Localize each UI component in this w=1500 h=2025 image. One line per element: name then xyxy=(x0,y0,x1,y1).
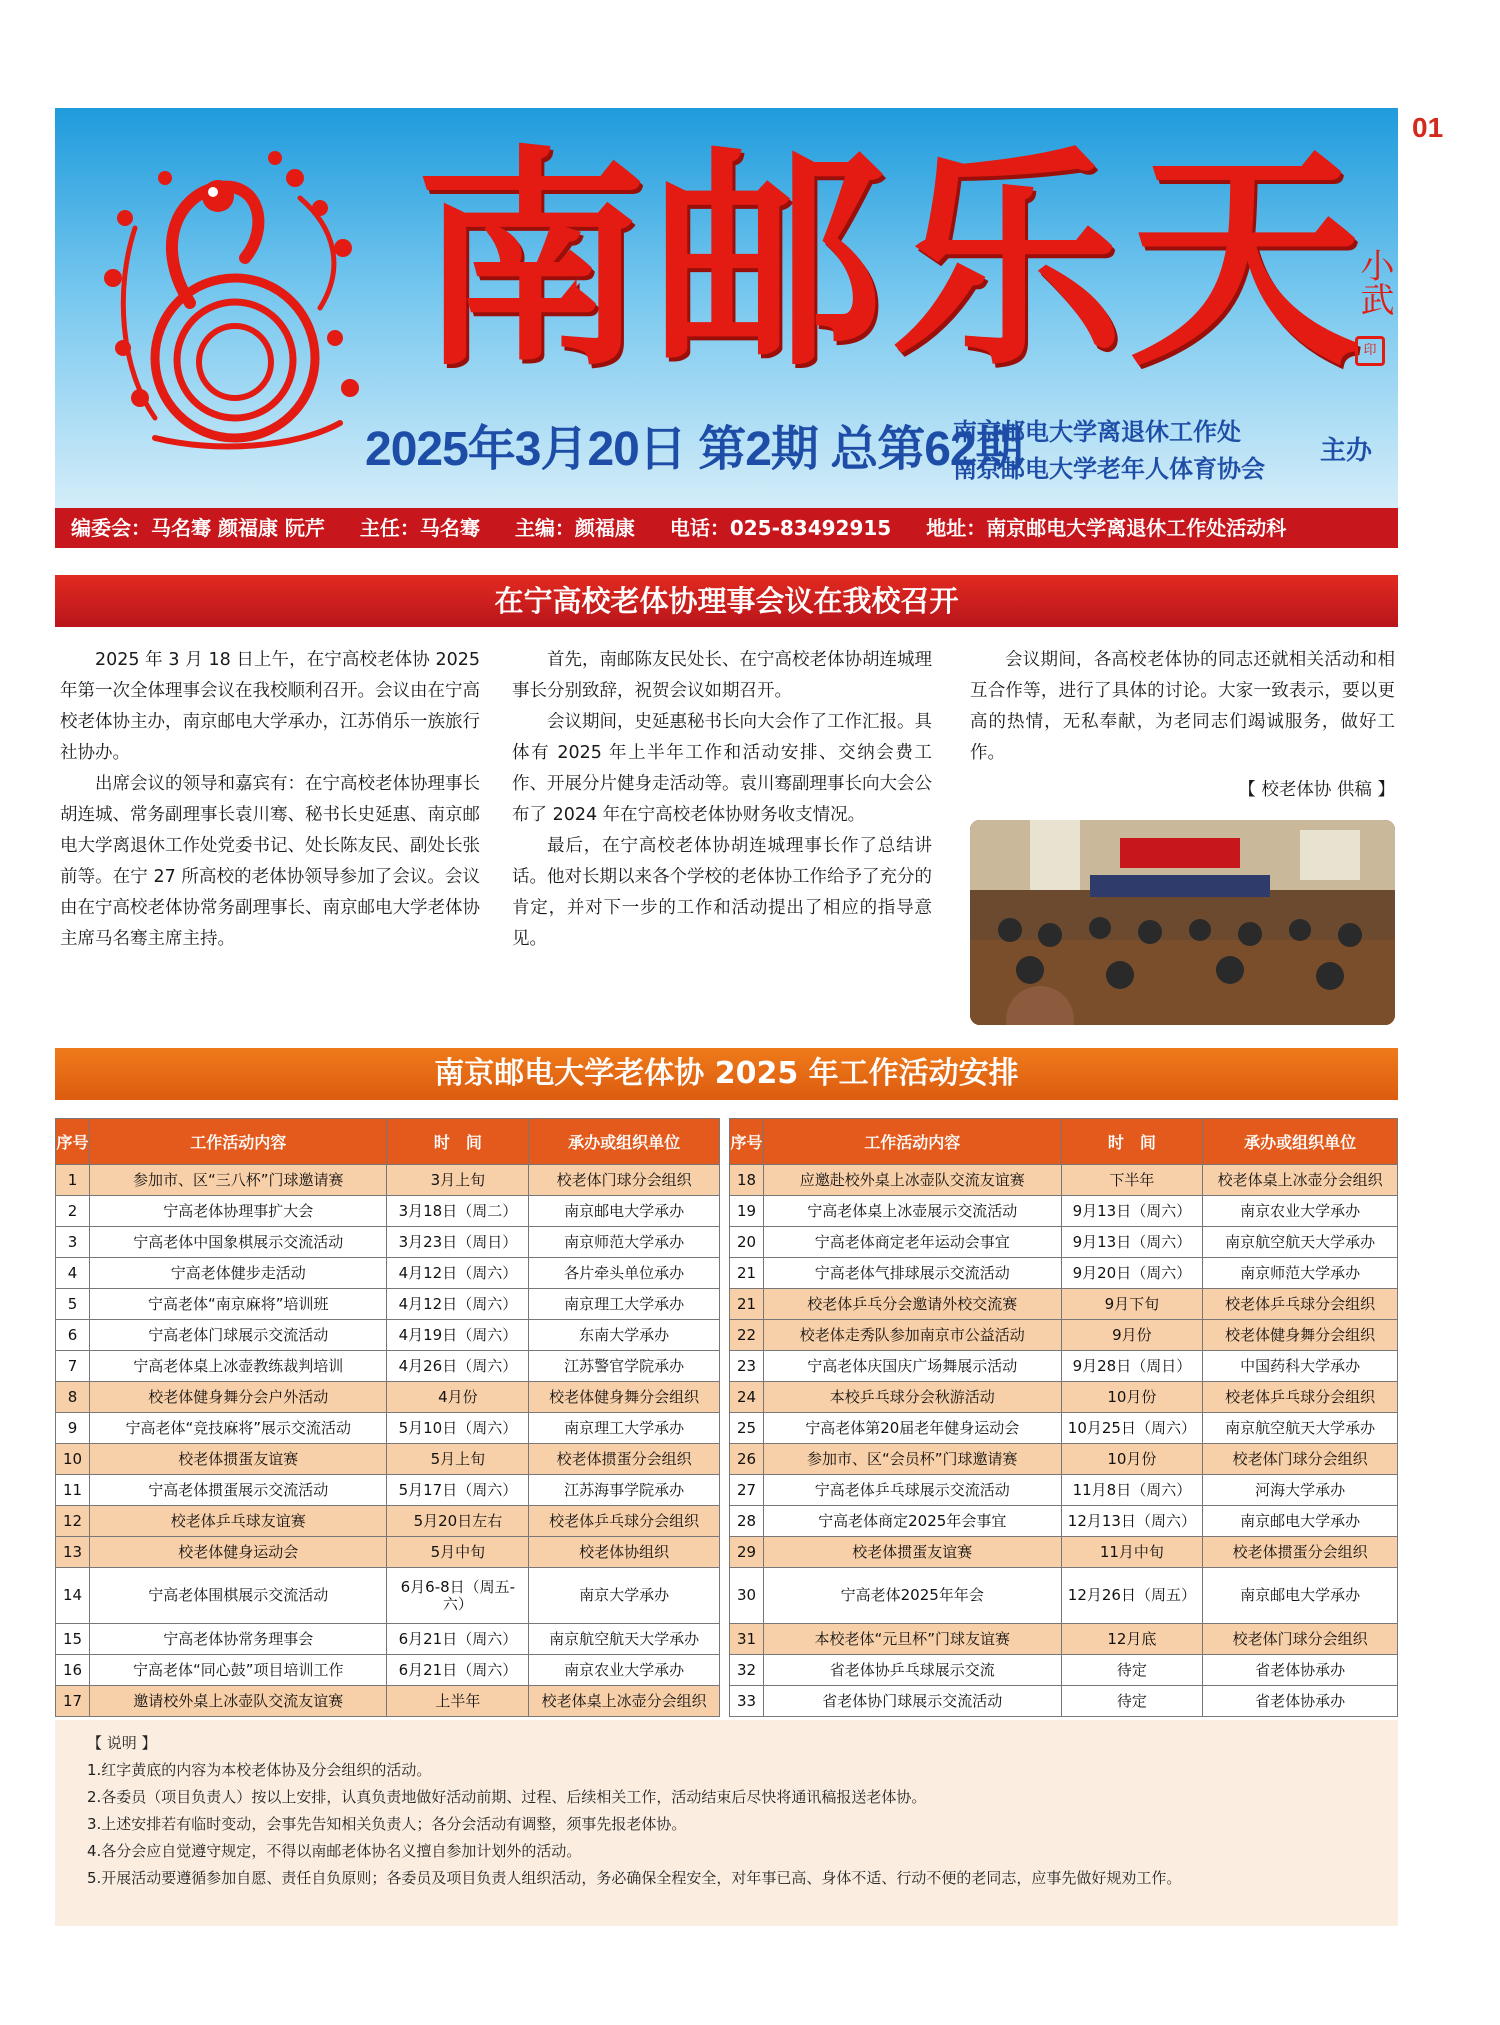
schedule-cell-no: 3 xyxy=(56,1227,90,1258)
schedule-row xyxy=(730,1444,1398,1475)
schedule-cell-time: 3月18日（周二） xyxy=(387,1196,529,1227)
schedule-row xyxy=(56,1258,720,1289)
title-char-1: 南 xyxy=(415,124,648,397)
schedule-cell-item: 宁高老体健步走活动 xyxy=(89,1258,387,1289)
schedule-table-left xyxy=(55,1118,720,1717)
article-column-1 xyxy=(60,645,480,955)
schedule-cell-no: 25 xyxy=(730,1413,764,1444)
schedule-cell-org: 江苏警官学院承办 xyxy=(529,1351,720,1382)
schedule-cell-org: 校老体乒乓球分会组织 xyxy=(1203,1289,1398,1320)
schedule-cell-time: 待定 xyxy=(1061,1655,1203,1686)
schedule-cell-item: 宁高老体“南京麻将”培训班 xyxy=(89,1289,387,1320)
schedule-cell-item: 宁高老体门球展示交流活动 xyxy=(89,1320,387,1351)
schedule-cell-item: 校老体乒乓分会邀请外校交流赛 xyxy=(763,1289,1061,1320)
schedule-cell-item: 宁高老体商定老年运动会事宜 xyxy=(763,1227,1061,1258)
page-number: 01 xyxy=(1412,112,1444,143)
schedule-cell-item: 校老体健身舞分会户外活动 xyxy=(89,1382,387,1413)
schedule-cell-no: 32 xyxy=(730,1655,764,1686)
schedule-cell-time: 10月份 xyxy=(1061,1444,1203,1475)
header-time: 时 间 xyxy=(1061,1119,1203,1165)
schedule-row xyxy=(730,1289,1398,1320)
schedule-row xyxy=(56,1227,720,1258)
schedule-cell-time: 9月20日（周六） xyxy=(1061,1258,1203,1289)
title-char-4: 天 xyxy=(1129,124,1362,397)
phone: 电话：025-83492915 xyxy=(669,516,892,540)
schedule-cell-time: 5月上旬 xyxy=(387,1444,529,1475)
director: 主任：马名骞 xyxy=(359,516,480,540)
schedule-cell-item: 校老体乒乓球友谊赛 xyxy=(89,1506,387,1537)
header-organizer: 承办或组织单位 xyxy=(529,1119,720,1165)
masthead xyxy=(55,108,1398,508)
article-paragraph: 会议期间，史延惠秘书长向大会作了工作汇报。具体有 2025 年上半年工作和活动安排、交纳会费工作、开展分片健身走活动等。袁川骞副理事长向大会公布了 2024 年在宁高校老体协财务收支情况。 xyxy=(512,712,932,825)
notes-box xyxy=(55,1720,1398,1926)
schedule-cell-org: 校老体门球分会组织 xyxy=(1203,1624,1398,1655)
schedule-cell-no: 11 xyxy=(56,1475,90,1506)
schedule-cell-item: 宁高老体协常务理事会 xyxy=(89,1624,387,1655)
seal-stamp-icon: 印 xyxy=(1355,336,1385,366)
schedule-cell-no: 2 xyxy=(56,1196,90,1227)
schedule-cell-no: 26 xyxy=(730,1444,764,1475)
header-time: 时 间 xyxy=(387,1119,529,1165)
schedule-cell-no: 7 xyxy=(56,1351,90,1382)
schedule-cell-org: 省老体协承办 xyxy=(1203,1686,1398,1717)
schedule-cell-time: 12月13日（周六） xyxy=(1061,1506,1203,1537)
editorial-committee: 编委会：马名骞 颜福康 阮芹 xyxy=(71,516,325,540)
article-paragraph: 首先，南邮陈友民处长、在宁高校老体协胡连城理事长分别致辞，祝贺会议如期召开。 xyxy=(512,650,932,701)
schedule-cell-item: 校老体掼蛋友谊赛 xyxy=(763,1537,1061,1568)
schedule-cell-time: 12月底 xyxy=(1061,1624,1203,1655)
schedule-cell-org: 河海大学承办 xyxy=(1203,1475,1398,1506)
schedule-row xyxy=(730,1475,1398,1506)
schedule-row xyxy=(730,1568,1398,1624)
schedule-cell-no: 14 xyxy=(56,1568,90,1624)
schedule-cell-org: 南京航空航天大学承办 xyxy=(1203,1413,1398,1444)
schedule-cell-time: 4月12日（周六） xyxy=(387,1289,529,1320)
schedule-cell-time: 待定 xyxy=(1061,1686,1203,1717)
article-column-2 xyxy=(512,645,932,955)
schedule-row xyxy=(56,1413,720,1444)
header-number: 序号 xyxy=(56,1119,90,1165)
schedule-table-right xyxy=(729,1118,1398,1717)
note-line: 3.上述安排若有临时变动，会事先告知相关负责人；各分会活动有调整，须事先报老体协。 xyxy=(87,1815,687,1833)
schedule-cell-time: 10月25日（周六） xyxy=(1061,1413,1203,1444)
sponsors xyxy=(953,414,1265,488)
schedule-cell-org: 校老体门球分会组织 xyxy=(1203,1444,1398,1475)
schedule-row xyxy=(730,1320,1398,1351)
schedule-cell-org: 中国药科大学承办 xyxy=(1203,1351,1398,1382)
schedule-cell-item: 参加市、区“三八杯”门球邀请赛 xyxy=(89,1165,387,1196)
schedule-cell-org: 南京农业大学承办 xyxy=(529,1655,720,1686)
article-paragraph: 最后，在宁高校老体协胡连城理事长作了总结讲话。他对长期以来各个学校的老体协工作给予了充分的肯定，并对下一步的工作和活动提出了相应的指导意见。 xyxy=(512,836,932,949)
schedule-row xyxy=(56,1320,720,1351)
schedule-cell-time: 4月19日（周六） xyxy=(387,1320,529,1351)
schedule-cell-time: 11月中旬 xyxy=(1061,1537,1203,1568)
notes-title: 【 说明 】 xyxy=(87,1734,157,1752)
schedule-cell-org: 校老体掼蛋分会组织 xyxy=(529,1444,720,1475)
article-column-3 xyxy=(970,645,1395,806)
schedule-cell-no: 1 xyxy=(56,1165,90,1196)
schedule-row xyxy=(730,1196,1398,1227)
schedule-cell-item: 本校老体“元旦杯”门球友谊赛 xyxy=(763,1624,1061,1655)
schedule-cell-no: 30 xyxy=(730,1568,764,1624)
schedule-cell-item: 宁高老体中国象棋展示交流活动 xyxy=(89,1227,387,1258)
schedule-cell-no: 5 xyxy=(56,1289,90,1320)
schedule-cell-time: 9月13日（周六） xyxy=(1061,1227,1203,1258)
note-line: 4.各分会应自觉遵守规定，不得以南邮老体协名义擅自参加计划外的活动。 xyxy=(87,1842,582,1860)
schedule-cell-org: 校老体桌上冰壶分会组织 xyxy=(529,1686,720,1717)
schedule-row xyxy=(730,1258,1398,1289)
schedule-cell-time: 6月21日（周六） xyxy=(387,1624,529,1655)
schedule-cell-time: 3月上旬 xyxy=(387,1165,529,1196)
schedule-cell-org: 校老体门球分会组织 xyxy=(529,1165,720,1196)
schedule-cell-no: 16 xyxy=(56,1655,90,1686)
schedule-row xyxy=(56,1624,720,1655)
article-headline: 在宁高校老体协理事会议在我校召开 xyxy=(55,575,1398,627)
schedule-cell-no: 15 xyxy=(56,1624,90,1655)
schedule-cell-no: 27 xyxy=(730,1475,764,1506)
article-credit: 【 校老体协 供稿 】 xyxy=(1238,780,1395,800)
issue-line: 2025年3月20日 第2期 总第62期 xyxy=(365,423,1023,476)
sponsor-suffix: 主办 xyxy=(1320,436,1373,466)
schedule-cell-no: 20 xyxy=(730,1227,764,1258)
schedule-cell-no: 13 xyxy=(56,1537,90,1568)
schedule-row xyxy=(56,1351,720,1382)
calligraphy-signature: 小武 xyxy=(1354,248,1394,316)
schedule-cell-no: 10 xyxy=(56,1444,90,1475)
schedule-cell-time: 11月8日（周六） xyxy=(1061,1475,1203,1506)
schedule-cell-no: 33 xyxy=(730,1686,764,1717)
schedule-cell-time: 5月20日左右 xyxy=(387,1506,529,1537)
schedule-row xyxy=(730,1351,1398,1382)
schedule-row xyxy=(730,1655,1398,1686)
schedule-cell-org: 南京航空航天大学承办 xyxy=(529,1624,720,1655)
schedule-cell-item: 宁高老体桌上冰壶展示交流活动 xyxy=(763,1196,1061,1227)
schedule-cell-no: 18 xyxy=(730,1165,764,1196)
schedule-row xyxy=(730,1227,1398,1258)
schedule-cell-item: 校老体掼蛋友谊赛 xyxy=(89,1444,387,1475)
schedule-cell-item: 宁高老体桌上冰壶教练裁判培训 xyxy=(89,1351,387,1382)
schedule-cell-time: 5月10日（周六） xyxy=(387,1413,529,1444)
schedule-cell-org: 江苏海事学院承办 xyxy=(529,1475,720,1506)
header-activity: 工作活动内容 xyxy=(763,1119,1061,1165)
schedule-cell-org: 南京邮电大学承办 xyxy=(1203,1568,1398,1624)
schedule-cell-no: 21 xyxy=(730,1258,764,1289)
schedule-cell-no: 29 xyxy=(730,1537,764,1568)
address: 地址：南京邮电大学离退休工作处活动科 xyxy=(926,516,1287,540)
snake-papercut-icon xyxy=(95,138,375,458)
schedule-cell-org: 校老体桌上冰壶分会组织 xyxy=(1203,1165,1398,1196)
schedule-cell-time: 9月13日（周六） xyxy=(1061,1196,1203,1227)
meeting-photo xyxy=(970,820,1395,1025)
schedule-cell-item: 宁高老体协理事扩大会 xyxy=(89,1196,387,1227)
schedule-cell-time: 3月23日（周日） xyxy=(387,1227,529,1258)
schedule-row xyxy=(730,1413,1398,1444)
schedule-cell-org: 校老体协组织 xyxy=(529,1537,720,1568)
schedule-row xyxy=(56,1655,720,1686)
schedule-cell-org: 南京师范大学承办 xyxy=(1203,1258,1398,1289)
schedule-row xyxy=(56,1196,720,1227)
schedule-cell-time: 9月下旬 xyxy=(1061,1289,1203,1320)
schedule-cell-item: 本校乒乓球分会秋游活动 xyxy=(763,1382,1061,1413)
schedule-cell-no: 21 xyxy=(730,1289,764,1320)
sponsor-1: 南京邮电大学离退休工作处 xyxy=(953,418,1241,446)
schedule-cell-item: 邀请校外桌上冰壶队交流友谊赛 xyxy=(89,1686,387,1717)
schedule-cell-time: 9月份 xyxy=(1061,1320,1203,1351)
chief-editor: 主编：颜福康 xyxy=(514,516,635,540)
masthead-title xyxy=(415,116,1361,406)
schedule-cell-no: 8 xyxy=(56,1382,90,1413)
schedule-cell-time: 4月份 xyxy=(387,1382,529,1413)
schedule-cell-org: 各片牵头单位承办 xyxy=(529,1258,720,1289)
schedule-cell-no: 22 xyxy=(730,1320,764,1351)
header-activity: 工作活动内容 xyxy=(89,1119,387,1165)
schedule-cell-org: 校老体乒乓球分会组织 xyxy=(1203,1382,1398,1413)
title-char-3: 乐 xyxy=(891,124,1124,397)
schedule-cell-item: 宁高老体围棋展示交流活动 xyxy=(89,1568,387,1624)
schedule-cell-org: 南京理工大学承办 xyxy=(529,1289,720,1320)
schedule-cell-item: 宁高老体商定2025年会事宜 xyxy=(763,1506,1061,1537)
schedule-row xyxy=(730,1624,1398,1655)
schedule-cell-no: 31 xyxy=(730,1624,764,1655)
schedule-row xyxy=(56,1475,720,1506)
sponsor-2: 南京邮电大学老年人体育协会 xyxy=(953,455,1265,483)
schedule-row xyxy=(56,1382,720,1413)
meeting-photo-illustration xyxy=(970,820,1395,1025)
schedule-cell-time: 4月26日（周六） xyxy=(387,1351,529,1382)
schedule-cell-org: 南京大学承办 xyxy=(529,1568,720,1624)
schedule-cell-item: 省老体协门球展示交流活动 xyxy=(763,1686,1061,1717)
schedule-cell-item: 宁高老体“竞技麻将”展示交流活动 xyxy=(89,1413,387,1444)
schedule-cell-no: 28 xyxy=(730,1506,764,1537)
schedule-row xyxy=(56,1165,720,1196)
schedule-cell-item: 省老体协乒乓球展示交流 xyxy=(763,1655,1061,1686)
schedule-cell-time: 12月26日（周五） xyxy=(1061,1568,1203,1624)
schedule-cell-no: 23 xyxy=(730,1351,764,1382)
schedule-row xyxy=(730,1506,1398,1537)
editorial-info-bar xyxy=(55,508,1398,548)
schedule-cell-org: 南京邮电大学承办 xyxy=(1203,1506,1398,1537)
schedule-cell-org: 省老体协承办 xyxy=(1203,1655,1398,1686)
schedule-row xyxy=(56,1289,720,1320)
schedule-cell-org: 南京农业大学承办 xyxy=(1203,1196,1398,1227)
schedule-row xyxy=(56,1568,720,1624)
schedule-cell-item: 宁高老体掼蛋展示交流活动 xyxy=(89,1475,387,1506)
schedule-cell-no: 4 xyxy=(56,1258,90,1289)
schedule-cell-time: 10月份 xyxy=(1061,1382,1203,1413)
schedule-cell-item: 校老体走秀队参加南京市公益活动 xyxy=(763,1320,1061,1351)
schedule-cell-org: 南京理工大学承办 xyxy=(529,1413,720,1444)
schedule-cell-no: 17 xyxy=(56,1686,90,1717)
schedule-cell-no: 12 xyxy=(56,1506,90,1537)
schedule-row xyxy=(730,1537,1398,1568)
header-number: 序号 xyxy=(730,1119,764,1165)
schedule-cell-org: 东南大学承办 xyxy=(529,1320,720,1351)
schedule-cell-item: 宁高老体气排球展示交流活动 xyxy=(763,1258,1061,1289)
schedule-cell-item: 宁高老体庆国庆广场舞展示活动 xyxy=(763,1351,1061,1382)
article-paragraph: 2025 年 3 月 18 日上午，在宁高校老体协 2025 年第一次全体理事会议在我校顺利召开。会议由在宁高校老体协主办，南京邮电大学承办，江苏俏乐一族旅行社协办。 xyxy=(60,650,480,763)
schedule-row xyxy=(56,1444,720,1475)
schedule-cell-time: 9月28日（周日） xyxy=(1061,1351,1203,1382)
schedule-row xyxy=(730,1686,1398,1717)
note-line: 1.红字黄底的内容为本校老体协及分会组织的活动。 xyxy=(87,1761,432,1779)
schedule-cell-time: 4月12日（周六） xyxy=(387,1258,529,1289)
note-line: 5.开展活动要遵循参加自愿、责任自负原则；各委员及项目负责人组织活动，务必确保全程安全，对年事已高、身体不适、行动不便的老同志，应事先做好规劝工作。 xyxy=(87,1869,1182,1887)
article-paragraph: 会议期间，各高校老体协的同志还就相关活动和相互合作等，进行了具体的讨论。大家一致表示，要以更高的热情，无私奉献，为老同志们竭诚服务，做好工作。 xyxy=(970,650,1395,763)
schedule-row xyxy=(56,1506,720,1537)
schedule-cell-item: 宁高老体第20届老年健身运动会 xyxy=(763,1413,1061,1444)
header-organizer: 承办或组织单位 xyxy=(1203,1119,1398,1165)
schedule-cell-time: 6月21日（周六） xyxy=(387,1655,529,1686)
schedule-cell-org: 校老体掼蛋分会组织 xyxy=(1203,1537,1398,1568)
schedule-cell-item: 宁高老体“同心鼓”项目培训工作 xyxy=(89,1655,387,1686)
schedule-cell-no: 9 xyxy=(56,1413,90,1444)
schedule-cell-no: 19 xyxy=(730,1196,764,1227)
schedule-cell-item: 校老体健身运动会 xyxy=(89,1537,387,1568)
schedule-cell-org: 南京邮电大学承办 xyxy=(529,1196,720,1227)
schedule-cell-item: 参加市、区“会员杯”门球邀请赛 xyxy=(763,1444,1061,1475)
title-char-2: 邮 xyxy=(653,124,886,397)
schedule-cell-time: 5月17日（周六） xyxy=(387,1475,529,1506)
schedule-row xyxy=(730,1382,1398,1413)
schedule-cell-time: 上半年 xyxy=(387,1686,529,1717)
schedule-cell-item: 宁高老体乒乓球展示交流活动 xyxy=(763,1475,1061,1506)
schedule-row xyxy=(56,1686,720,1717)
schedule-cell-item: 应邀赴校外桌上冰壶队交流友谊赛 xyxy=(763,1165,1061,1196)
article-paragraph: 出席会议的领导和嘉宾有：在宁高校老体协理事长胡连城、常务副理事长袁川骞、秘书长史延惠、南京邮电大学离退休工作处党委书记、处长陈友民、副处长张前等。在宁 27 所高校的老体协领导参加了会议。会议由在宁高校老体协常务副理事长、南京邮电大学老体协主席马名骞主席主持。 xyxy=(60,774,480,949)
schedule-cell-time: 6月6-8日（周五-六） xyxy=(387,1568,529,1624)
schedule-cell-item: 宁高老体2025年年会 xyxy=(763,1568,1061,1624)
schedule-cell-no: 6 xyxy=(56,1320,90,1351)
schedule-cell-org: 南京航空航天大学承办 xyxy=(1203,1227,1398,1258)
schedule-cell-org: 校老体健身舞分会组织 xyxy=(1203,1320,1398,1351)
schedule-headline: 南京邮电大学老体协 2025 年工作活动安排 xyxy=(55,1048,1398,1100)
schedule-cell-org: 校老体健身舞分会组织 xyxy=(529,1382,720,1413)
schedule-row xyxy=(56,1537,720,1568)
schedule-cell-no: 24 xyxy=(730,1382,764,1413)
schedule-cell-time: 5月中旬 xyxy=(387,1537,529,1568)
schedule-cell-org: 校老体乒乓球分会组织 xyxy=(529,1506,720,1537)
note-line: 2.各委员（项目负责人）按以上安排，认真负责地做好活动前期、过程、后续相关工作，活动结束后尽快将通讯稿报送老体协。 xyxy=(87,1788,927,1806)
schedule-cell-org: 南京师范大学承办 xyxy=(529,1227,720,1258)
schedule-row xyxy=(730,1165,1398,1196)
schedule-cell-time: 下半年 xyxy=(1061,1165,1203,1196)
